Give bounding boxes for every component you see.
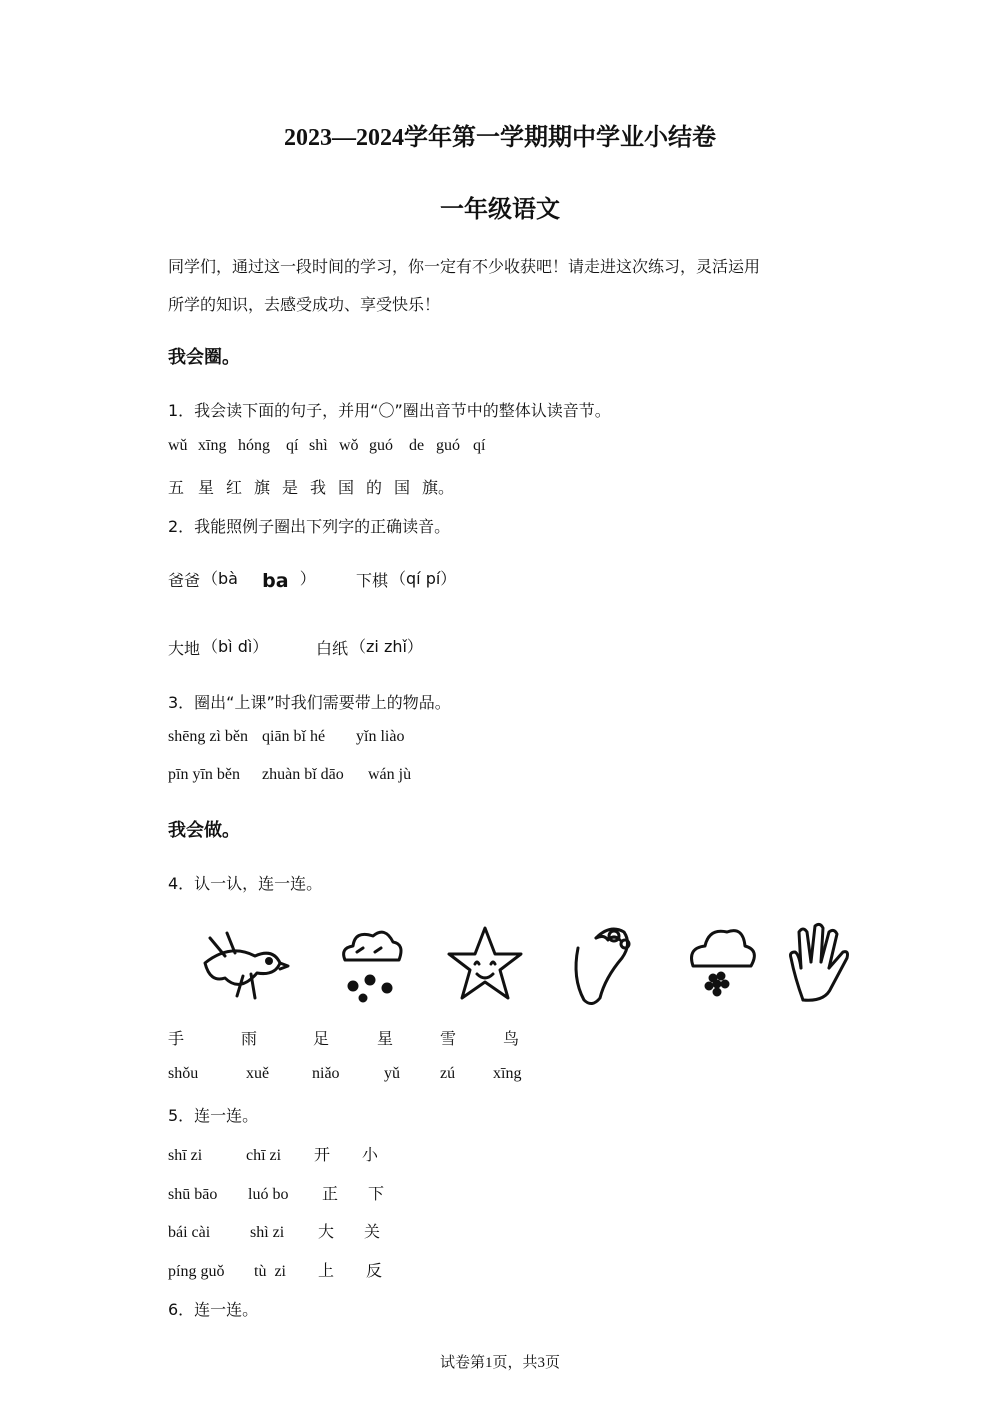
rain-cloud-icon[interactable] — [692, 931, 755, 995]
pinyin-syllable[interactable]: qí — [473, 437, 486, 454]
question-1-hanzi-row — [168, 475, 454, 498]
q3-option[interactable]: zhuàn bǐ dāo — [262, 766, 344, 783]
q2-item-dadi — [168, 636, 268, 659]
hanzi-char: 我 — [310, 478, 327, 497]
hanzi-char: 红 — [226, 478, 243, 497]
pinyin-syllable[interactable]: wǔ — [168, 437, 188, 454]
q4-pinyin[interactable]: niǎo — [312, 1065, 340, 1082]
q4-pinyin[interactable]: xuě — [246, 1065, 270, 1082]
q4-hanzi[interactable]: 手 — [168, 1029, 185, 1048]
question-4-prompt: 4．认一认，连一连。 — [168, 874, 323, 893]
page-footer — [0, 1351, 1000, 1372]
footer-text: 页，共 — [492, 1353, 538, 1371]
section-heading-circle: 我会圈。 — [168, 347, 240, 368]
q2-word: 爸爸 — [168, 571, 201, 590]
intro-line-1: 同学们，通过这一段时间的学习，你一定有不少收获吧！请走进这次练习，灵活运用 — [168, 257, 761, 276]
q5-hanzi-d[interactable]: 关 — [364, 1222, 381, 1241]
footer-text: 试卷第 — [439, 1353, 485, 1371]
q4-pictures — [185, 918, 860, 1010]
q3-option[interactable]: qiān bǐ hé — [262, 728, 326, 745]
pinyin-syllable[interactable]: hóng — [238, 437, 270, 454]
page-subtitle: 一年级语文 — [440, 195, 560, 223]
q5-hanzi-d[interactable]: 小 — [362, 1145, 379, 1164]
q2-word: 白纸 — [316, 639, 349, 658]
hanzi-char: 旗 — [254, 478, 271, 497]
q4-pinyin[interactable]: xīng — [493, 1065, 522, 1082]
q5-pinyin-a[interactable]: píng guǒ — [168, 1263, 225, 1280]
question-3-prompt: 3．圈出“上课”时我们需要带上的物品。 — [168, 693, 451, 712]
q4-pinyin[interactable]: zú — [440, 1065, 456, 1082]
q4-pinyin[interactable]: yǔ — [384, 1065, 400, 1082]
footer-text: 页 — [545, 1353, 561, 1371]
q4-pinyin-row — [168, 1065, 521, 1083]
q5-row — [168, 1181, 384, 1204]
q2-item-xiaqi — [356, 568, 456, 591]
q5-hanzi-d[interactable]: 反 — [366, 1261, 383, 1280]
q3-option[interactable]: pīn yīn běn — [168, 766, 240, 783]
footer-total-pages: 3 — [537, 1355, 545, 1371]
q3-row-1 — [168, 728, 404, 746]
q3-option[interactable]: wán jù — [368, 766, 412, 783]
q2-example-circled: ba — [262, 570, 289, 592]
hanzi-char: 旗。 — [422, 478, 455, 497]
q5-row — [168, 1142, 378, 1165]
intro-line-2: 所学的知识，去感受成功、享受快乐！ — [168, 295, 441, 314]
bird-icon[interactable] — [205, 933, 288, 998]
question-2-prompt: 2．我能照例子圈出下列字的正确读音。 — [168, 517, 451, 536]
q5-pinyin-b[interactable]: chī zi — [246, 1147, 282, 1164]
pinyin-syllable[interactable]: xīng — [198, 437, 227, 454]
q5-pinyin-a[interactable]: bái cài — [168, 1224, 211, 1241]
hanzi-char: 是 — [282, 478, 299, 497]
q5-pinyin-b[interactable]: shì zi — [250, 1224, 285, 1241]
q5-hanzi-c[interactable]: 正 — [322, 1184, 339, 1203]
section-heading-do: 我会做。 — [168, 820, 240, 841]
q2-options[interactable]: （zi zhǐ） — [350, 637, 423, 656]
question-1-pinyin-row — [168, 437, 493, 455]
q5-hanzi-c[interactable]: 开 — [314, 1145, 331, 1164]
star-icon[interactable] — [449, 928, 521, 998]
q3-option[interactable]: yǐn liào — [356, 728, 405, 745]
question-5-prompt: 5．连一连。 — [168, 1106, 259, 1125]
q2-options[interactable]: （bì dì） — [202, 637, 269, 656]
page-title: 2023—2024学年第一学期期中学业小结卷 — [284, 125, 716, 151]
q4-pinyin[interactable]: shǒu — [168, 1065, 199, 1082]
q5-row — [168, 1219, 380, 1242]
hanzi-char: 国 — [394, 478, 411, 497]
q4-hanzi[interactable]: 足 — [313, 1029, 330, 1048]
hand-icon[interactable] — [791, 924, 848, 1000]
hanzi-char: 星 — [198, 478, 215, 497]
hanzi-char: 的 — [366, 478, 383, 497]
q4-hanzi[interactable]: 雨 — [241, 1029, 258, 1048]
q5-row — [168, 1258, 382, 1281]
q4-hanzi[interactable]: 雪 — [440, 1029, 457, 1048]
hanzi-char: 国 — [338, 478, 355, 497]
q2-close-paren: ） — [299, 569, 316, 588]
q2-options[interactable]: （qí pí） — [390, 569, 457, 588]
q4-hanzi[interactable]: 星 — [377, 1029, 394, 1048]
q2-item-baba — [168, 568, 316, 591]
q5-pinyin-a[interactable]: shī zi — [168, 1147, 203, 1164]
pinyin-syllable[interactable]: wǒ — [339, 437, 359, 454]
pinyin-syllable[interactable]: de — [409, 437, 425, 454]
q4-hanzi-row — [168, 1026, 519, 1049]
q2-options[interactable]: （bà — [202, 569, 238, 588]
pinyin-syllable[interactable]: guó — [369, 437, 393, 454]
footer-page-number: 1 — [484, 1355, 493, 1371]
snow-cloud-icon[interactable] — [344, 932, 401, 1001]
q5-hanzi-c[interactable]: 大 — [318, 1222, 335, 1241]
question-1-prompt: 1．我会读下面的句子，并用“〇”圈出音节中的整体认读音节。 — [168, 401, 611, 420]
q2-item-baizhi — [316, 636, 423, 659]
q4-hanzi[interactable]: 鸟 — [503, 1029, 520, 1048]
foot-icon[interactable] — [576, 929, 629, 1003]
question-6-prompt: 6．连一连。 — [168, 1300, 259, 1319]
hanzi-char: 五 — [168, 478, 185, 497]
q3-option[interactable]: shēng zì běn — [168, 728, 248, 745]
q5-pinyin-b[interactable]: luó bo — [248, 1186, 289, 1203]
q5-pinyin-a[interactable]: shū bāo — [168, 1186, 218, 1203]
pinyin-syllable[interactable]: qí — [286, 437, 299, 454]
pinyin-syllable[interactable]: guó — [436, 437, 460, 454]
q2-word: 下棋 — [356, 571, 389, 590]
q3-row-2 — [168, 766, 411, 784]
q2-word: 大地 — [168, 639, 201, 658]
q5-pinyin-b[interactable]: tù zi — [254, 1263, 286, 1280]
q5-hanzi-d[interactable]: 下 — [368, 1184, 385, 1203]
q5-hanzi-c[interactable]: 上 — [318, 1261, 335, 1280]
pinyin-syllable[interactable]: shì — [309, 437, 328, 454]
